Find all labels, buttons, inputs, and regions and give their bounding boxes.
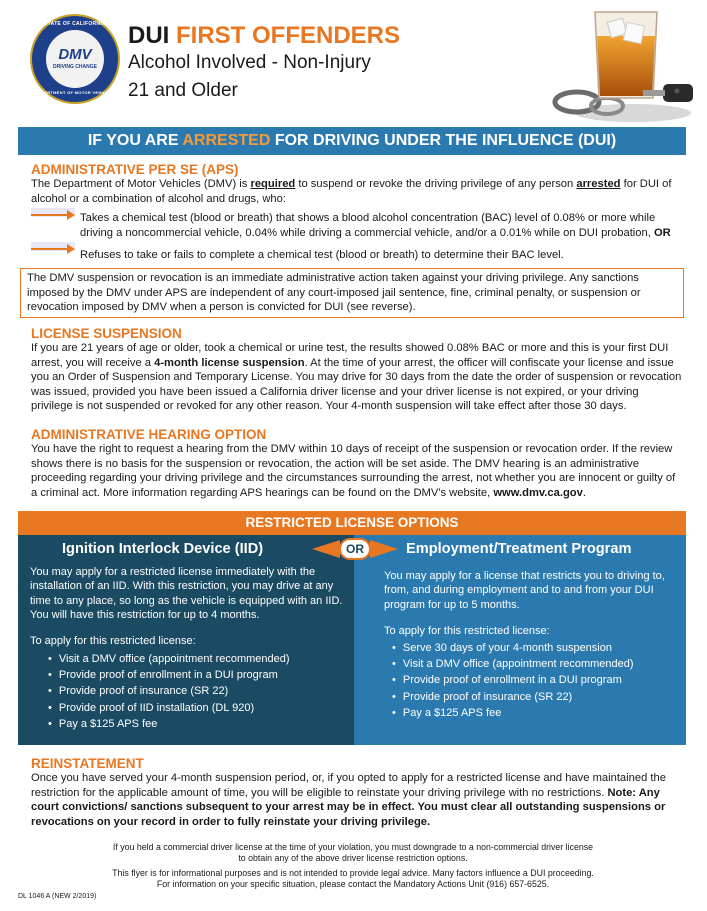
subtitle-age: 21 and Older xyxy=(128,80,238,101)
employment-title: Employment/Treatment Program xyxy=(406,541,632,557)
employment-panel xyxy=(354,535,686,745)
reinstatement-text xyxy=(31,771,683,829)
form-id: DL 1046 A (NEW 2/2019) xyxy=(18,893,97,900)
aps-item1-or: OR xyxy=(653,226,671,239)
seal-inner xyxy=(46,30,104,88)
footer-line-4: For information on your specific situation, please contact the Mandatory Actions Unit (916) 657-6525. xyxy=(156,879,550,889)
license-suspension-heading: LICENSE SUSPENSION xyxy=(31,326,182,341)
banner-pre: IF YOU ARE xyxy=(87,132,183,149)
license-suspension-text xyxy=(31,341,683,414)
footer-line-3: This flyer is for informational purposes and is not intended to provide legal advice. Many factors influence a DUI proceeding. xyxy=(112,868,594,878)
iid-description: You may apply for a restricted license immediately with the installation of an IID. With this restriction, you may drive at any time to any place, so long as the vehicle is equipped with an IID. You will have this restriction for up to 4 months. xyxy=(30,566,343,621)
dmv-seal-logo xyxy=(30,14,120,104)
title-dui: DUI xyxy=(128,22,170,49)
or-connector xyxy=(312,538,398,562)
banner-highlight: ARRESTED xyxy=(182,132,271,149)
reinstatement-heading: REINSTATEMENT xyxy=(31,756,144,771)
dmv-website: www.dmv.ca.gov xyxy=(493,486,583,499)
suspension-text-1: If you are 21 years of age or older, took a chemical or urine test, the results showed 0.08% BAC or more and this is your first DUI arrest, you will receive a xyxy=(31,342,669,369)
aps-item-bac xyxy=(80,211,684,240)
hearing-text-1: You have the right to request a hearing from the DMV within 10 days of receipt of the suspension or revocation order. If the review shows there is no basis for the suspension or revocation, the action will be set aside. The DMV hearing is an administrative proceeding regarding your driving privilege and the circumstances surrounding the arrest, not whether you are innocent or guilty of a criminal act. More information regarding APS hearings can be found on the DMV's website, xyxy=(31,443,676,499)
employment-apply-label: To apply for this restricted license: xyxy=(384,625,550,637)
employment-requirements-list xyxy=(392,640,634,721)
aps-required: required xyxy=(250,178,296,190)
subtitle-alcohol: Alcohol Involved - Non-Injury xyxy=(128,52,371,73)
hearing-text xyxy=(31,442,683,500)
aps-arrested: arrested xyxy=(576,178,621,190)
arrow-icon xyxy=(31,242,75,254)
restricted-license-banner: RESTRICTED LICENSE OPTIONS xyxy=(18,511,686,535)
seal-logo-text: DMV xyxy=(58,46,92,63)
footer-line-2: to obtain any of the above driver license restriction options. xyxy=(238,853,468,863)
list-item: • Visit a DMV office (appointment recommended) xyxy=(392,656,634,672)
arrow-left-icon xyxy=(312,540,340,558)
list-item: • Provide proof of enrollment in a DUI program xyxy=(48,667,290,683)
aps-item-refuses: Refuses to take or fails to complete a chemical test (blood or breath) to determine their BAC level. xyxy=(80,249,564,261)
aps-item1-text: Takes a chemical test (blood or breath) that shows a blood alcohol concentration (BAC) level of 0.08% or more while driving a noncommercial vehicle, 0.04% while driving a commercial vehicle, and/or a 0.01% while on DUI probation, xyxy=(80,212,656,239)
aps-intro-3: for DUI of alcohol or a combination of alcohol and drugs, who: xyxy=(31,178,672,205)
title-first-offenders: FIRST OFFENDERS xyxy=(176,22,401,49)
iid-requirements-list xyxy=(48,651,290,732)
list-item: • Pay a $125 APS fee xyxy=(392,705,634,721)
iid-apply-label: To apply for this restricted license: xyxy=(30,635,196,647)
list-item: • Provide proof of insurance (SR 22) xyxy=(392,689,634,705)
page-title xyxy=(128,22,400,50)
list-item: • Visit a DMV office (appointment recommended) xyxy=(48,651,290,667)
employment-description: You may apply for a license that restricts you to driving to, from, and during employment and to and from your DUI program for up to 5 months. xyxy=(384,570,665,611)
whiskey-glass-keys-handcuffs-image xyxy=(525,6,697,124)
aps-heading: ADMINISTRATIVE PER SE (APS) xyxy=(31,162,239,177)
reinstatement-note: Note: Any court convictions/ sanctions subsequent to your arrest may be in effect. You must clear all outstanding suspensions or revocations on your record in order to fully reinstate your driving privilege. xyxy=(31,786,666,828)
footer-cdl-note xyxy=(30,842,676,864)
aps-intro xyxy=(31,177,681,206)
list-item: • Provide proof of IID installation (DL 920) xyxy=(48,700,290,716)
hearing-text-end: . xyxy=(582,486,586,499)
seal-tagline: DRIVING CHANGE xyxy=(53,64,97,70)
iid-title: Ignition Interlock Device (IID) xyxy=(62,541,264,557)
footer-disclaimer xyxy=(30,868,676,890)
hearing-heading: ADMINISTRATIVE HEARING OPTION xyxy=(31,427,267,442)
seal-ring-bottom: DEPARTMENT OF MOTOR VEHICLES xyxy=(35,90,115,95)
list-item: • Serve 30 days of your 4-month suspension xyxy=(392,640,634,656)
footer-line-1: If you held a commercial driver license at the time of your violation, you must downgrade to a non-commercial driver license xyxy=(112,842,594,852)
arrow-icon xyxy=(31,208,75,220)
arrow-right-icon xyxy=(370,540,398,558)
iid-panel xyxy=(18,535,354,745)
suspension-bold: 4-month license suspension xyxy=(154,356,305,369)
aps-notice-box: The DMV suspension or revocation is an immediate administrative action taken against your driving privilege. Any sanctions imposed by the DMV under APS are independent of any court-imposed jail sentence, fine, criminal penalty, or suspension or revocation imposed by DMV when a person is convicted for DUI (see reverse). xyxy=(20,268,684,318)
list-item: • Provide proof of enrollment in a DUI program xyxy=(392,672,634,688)
or-label: OR xyxy=(339,538,371,560)
reinstatement-text-1: Once you have served your 4-month suspension period, or, if you opted to apply for a restricted license and have maintained the restriction for the applicable amount of time, you will be eligible to reinstate your driving privilege with no restrictions. xyxy=(31,772,666,799)
aps-intro-1: The Department of Motor Vehicles (DMV) is xyxy=(31,178,251,190)
list-item: • Provide proof of insurance (SR 22) xyxy=(48,683,290,699)
aps-intro-2: to suspend or revoke the driving privilege of any person xyxy=(295,178,577,190)
seal-ring-text: STATE OF CALIFORNIA xyxy=(44,21,106,27)
arrested-banner xyxy=(18,127,686,155)
banner-post: FOR DRIVING UNDER THE INFLUENCE (DUI) xyxy=(270,132,617,149)
suspension-text-2: . At the time of your arrest, the officer will confiscate your license and issue you an Order of Suspension and Temporary License. You may drive for 30 days from the date the order of suspension or revocation was issued, provided you have been issued a California driver license and your driver license is not expired, or your driving privilege is not suspended or revoked for any other reason. Your 4-month suspension will take effect after those 30 days. xyxy=(31,356,682,413)
list-item: • Pay a $125 APS fee xyxy=(48,716,290,732)
